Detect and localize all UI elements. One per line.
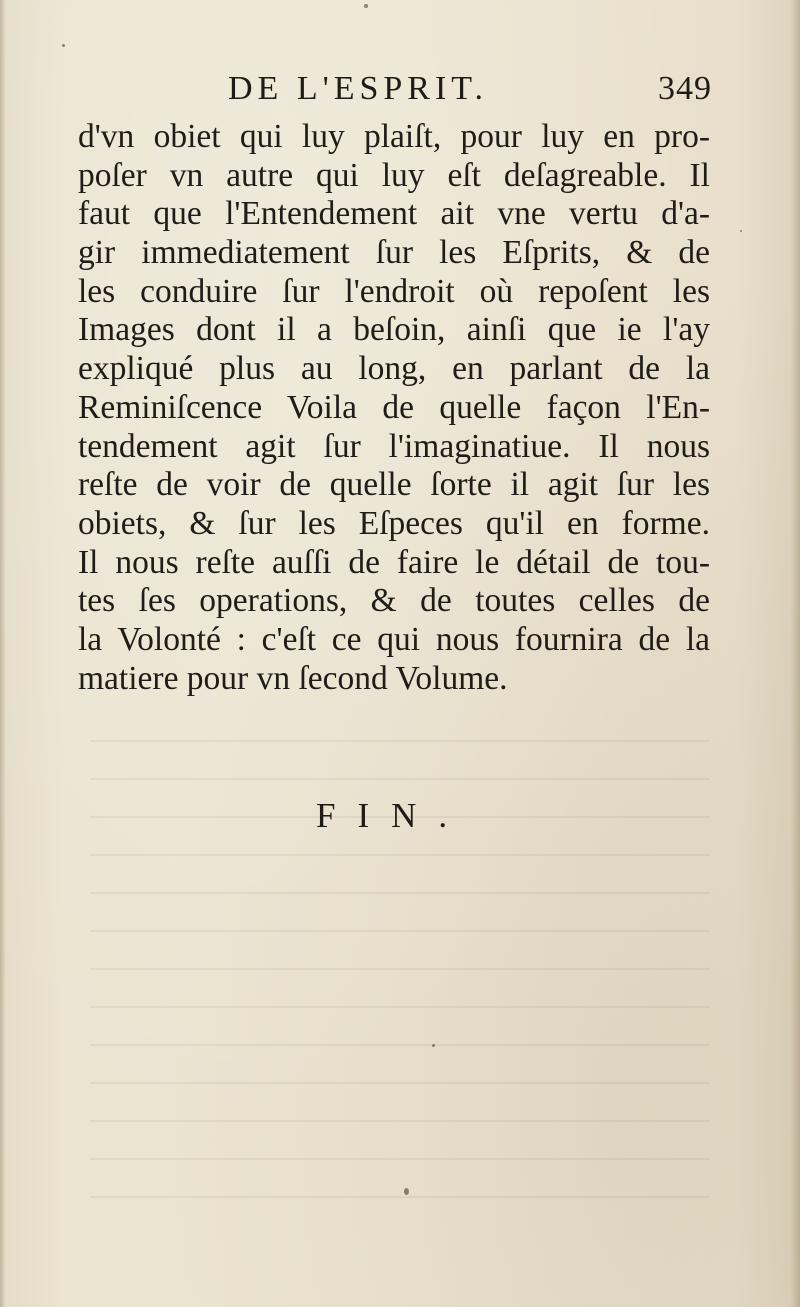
text-line: tes ſes operations, & de toutes celles de [78, 582, 710, 620]
text-line: Images dont il a beſoin, ainſi que ie l'ay [78, 311, 710, 349]
text-line: obiets, & ſur les Eſpeces qu'il en forme. [78, 504, 710, 542]
text-line: expliqué plus au long, en parlant de la [78, 350, 710, 388]
text-line: Il nous reſte auſſi de faire le détail de tou- [78, 543, 710, 581]
ink-speck [364, 4, 368, 8]
text-line: faut que l'Entendement ait vne vertu d'a- [78, 195, 710, 233]
ink-speck [62, 44, 65, 47]
text-line: matiere pour vn ſecond Volume. [78, 659, 508, 697]
body-text [78, 118, 710, 698]
ink-speck [432, 1044, 435, 1047]
text-line: poſer vn autre qui luy eſt deſagreable. Il [78, 156, 710, 194]
fin-mark: FIN. [316, 796, 470, 835]
ink-speck [404, 1188, 409, 1195]
text-line: Reminiſcence Voila de quelle façon l'En- [78, 388, 710, 426]
page-number: 349 [658, 70, 712, 107]
text-line: la Volonté : c'eſt ce qui nous fournira de la [78, 620, 710, 658]
text-line: gir immediatement ſur les Eſprits, & de [78, 234, 710, 272]
text-line: d'vn obiet qui luy plaiſt, pour luy en pro- [78, 118, 710, 155]
running-head [228, 70, 712, 116]
text-line: reſte de voir de quelle ſorte il agit ſur les [78, 466, 710, 504]
running-title: DE L'ESPRIT. [228, 70, 489, 107]
text-line: les conduire ſur l'endroit où repoſent les [78, 272, 710, 310]
ink-speck [740, 230, 742, 232]
text-line: tendement agit ſur l'imaginatiue. Il nous [78, 427, 710, 465]
